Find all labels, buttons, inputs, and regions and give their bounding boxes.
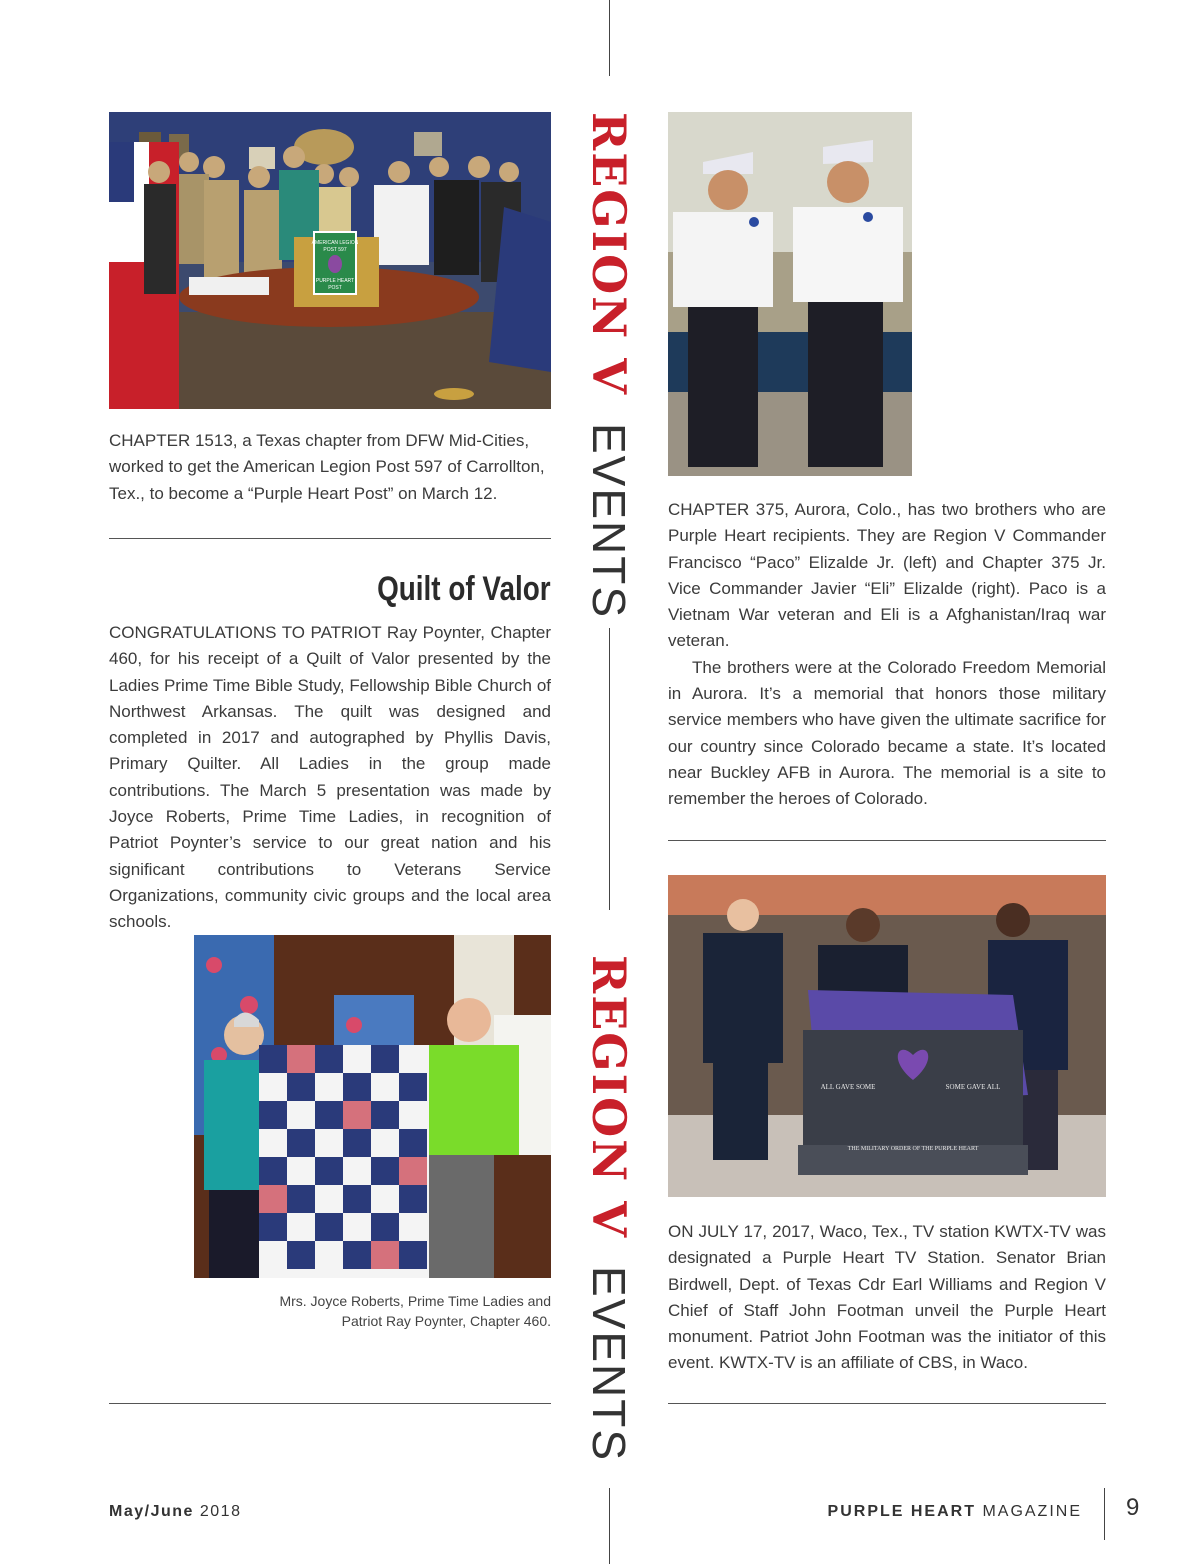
section-title-events: EVENTS — [583, 422, 635, 619]
sign-line-2: POST 597 — [323, 247, 347, 253]
quilt-photo-caption — [194, 1291, 551, 1331]
monument-base-text: THE MILITARY ORDER OF THE PURPLE HEART — [847, 1146, 979, 1152]
section-title-region: REGION V — [582, 955, 636, 1239]
page-number: 9 — [1126, 1494, 1140, 1521]
sign-line-4: POST — [328, 285, 342, 291]
section-title-bottom — [582, 955, 636, 1462]
issue-months: May/June — [109, 1503, 194, 1520]
legion-post-caption: CHAPTER 1513, a Texas chapter from DFW Mid-Cities, worked to get the American Legion Post 597 of Carrollton, Tex., to become a “Purple Heart Post” on March 12. — [109, 431, 545, 503]
monument-right-text: SOME GAVE ALL — [945, 1083, 1001, 1091]
magazine-name — [828, 1503, 1082, 1521]
issue-date — [109, 1503, 241, 1521]
sign-line-3: PURPLE HEART — [315, 278, 355, 284]
magazine-name-light: MAGAZINE — [982, 1503, 1082, 1520]
page-number-divider — [1104, 1488, 1105, 1540]
photo-kwtx-monument — [668, 875, 1106, 1197]
divider — [109, 1403, 551, 1404]
chapter-375-story — [668, 497, 1106, 813]
kwtx-story: ON JULY 17, 2017, Waco, Tex., TV station KWTX-TV was designated a Purple Heart TV Station. Senator Brian Birdwell, Dept. of Texas Cdr Earl Williams and Region V Chief of Staff John Footman unveil the Purple Heart monument. Patriot John Footman was the initiator of this event. KWTX-TV is an affiliate of CBS, in Waco. — [668, 1222, 1106, 1373]
quilt-of-valor-body: CONGRATULATIONS TO PATRIOT Ray Poynter, Chapter 460, for his receipt of a Quilt of Valor presented by the Ladies Prime Time Bible Study, Fellowship Bible Church of Northwest Arkansas. The quilt was designed and completed in 2017 and autographed by Phyllis Davis, Primary Quilter. All Ladies in the group made contributions. The March 5 presentation was made by Joyce Roberts, Prime Time Ladies, in recognition of Patriot Poynter’s service to our great nation and his significant contributions to Veterans Service Organizations, community civic groups and the local area schools. — [109, 623, 551, 932]
quilt-photo-caption-line: Patriot Ray Poynter, Chapter 460. — [341, 1313, 551, 1329]
chapter-375-paragraph: CHAPTER 375, Aurora, Colo., has two brothers who are Purple Heart recipients. They are Region V Commander Francisco “Paco” Elizalde Jr. (left) and Chapter 375 Jr. Vice Commander Javier “Eli” Elizalde (right). Paco is a Vietnam War veteran and Eli is a Afghanistan/Iraq war veteran. — [668, 500, 1106, 651]
mid-center-divider — [609, 628, 610, 910]
photo-quilt-presentation — [194, 935, 551, 1278]
divider — [668, 840, 1106, 841]
top-center-divider — [609, 0, 610, 76]
section-title-top — [582, 112, 636, 619]
bottom-center-divider — [609, 1488, 610, 1564]
issue-year: 2018 — [199, 1503, 242, 1520]
monument-left-text: ALL GAVE SOME — [820, 1083, 876, 1091]
sign-line-1: AMERICAN LEGION — [311, 240, 359, 246]
quilt-photo-caption-line: Mrs. Joyce Roberts, Prime Time Ladies and — [279, 1293, 551, 1309]
photo-legion-post-group — [109, 112, 551, 409]
divider — [109, 538, 551, 539]
chapter-375-paragraph: The brothers were at the Colorado Freedom Memorial in Aurora. It’s a memorial that honors those military service members who have given the ultimate sacrifice for our country since Colorado became a state. It’s located near Buckley AFB in Aurora. The memorial is a site to remember the heroes of Colorado. — [668, 657, 1106, 809]
section-title-events: EVENTS — [583, 1265, 635, 1462]
photo-elizalde-brothers — [668, 112, 912, 476]
magazine-name-bold: PURPLE HEART — [827, 1503, 976, 1520]
divider — [668, 1403, 1106, 1404]
section-title-region: REGION V — [582, 112, 636, 396]
quilt-of-valor-heading: Quilt of Valor — [377, 570, 551, 608]
